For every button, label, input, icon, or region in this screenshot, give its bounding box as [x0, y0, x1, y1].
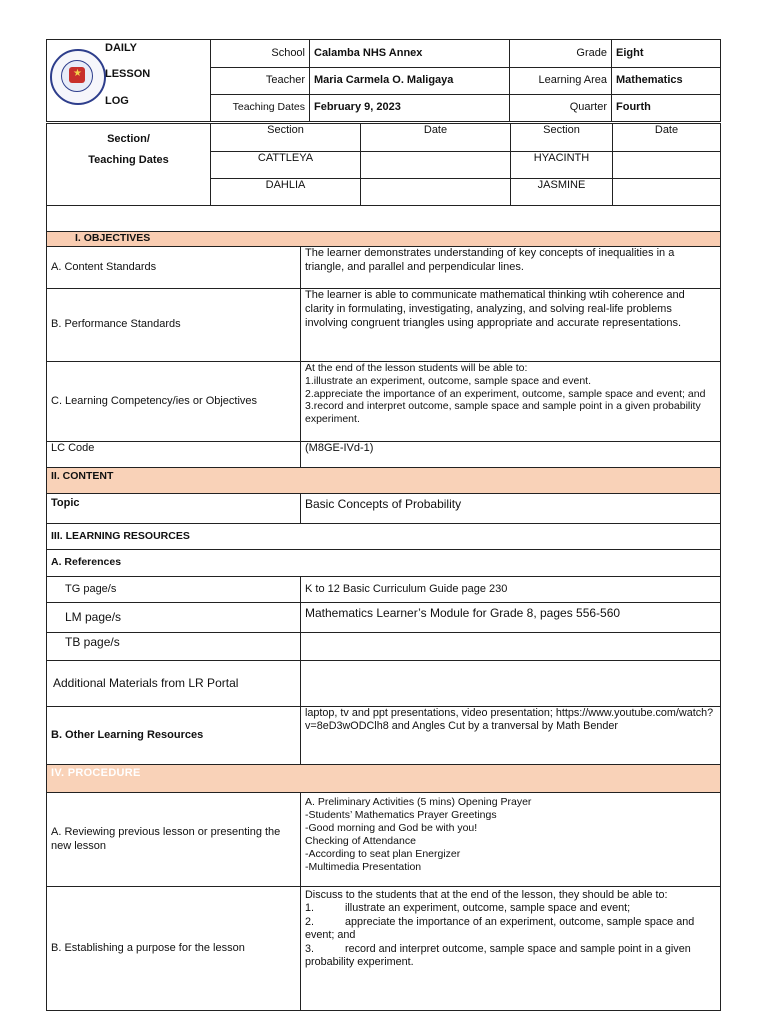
purpose-item — [305, 943, 716, 970]
review-line: -Multimedia Presentation — [305, 861, 422, 874]
log-cell — [47, 40, 211, 122]
additional-materials-value — [301, 661, 721, 707]
section-dahlia: DAHLIA — [211, 179, 361, 206]
log-line-log: LOG — [105, 94, 129, 107]
col-section-b: Section — [511, 124, 613, 152]
log-line-lesson: LESSON — [105, 67, 151, 80]
deped-seal-logo: ★ — [50, 49, 106, 105]
competency-line: 3.record and interpret outcome, sample space and sample point in a given probability experiment. — [305, 400, 701, 426]
procedure-title: IV. PROCEDURE — [47, 765, 721, 793]
spacer-row — [47, 206, 721, 232]
competency-line: 2.appreciate the importance of an experiment, outcome, sample space and event; and — [305, 387, 706, 400]
tb-page-label: TB page/s — [47, 633, 301, 661]
learning-area-value: Mathematics — [612, 68, 721, 95]
lm-page-label: LM page/s — [47, 603, 301, 633]
review-line: Checking of Attendance — [305, 835, 416, 848]
review-line: A. Preliminary Activities (5 mins) Opening Prayer — [305, 796, 532, 808]
topic-value: Basic Concepts of Probability — [301, 494, 721, 524]
review-line: -Good morning and God be with you! — [305, 822, 478, 835]
purpose-num: 1. — [305, 902, 315, 915]
quarter-value: Fourth — [612, 95, 721, 122]
purpose-item-text: illustrate an experiment, outcome, sample space and event; — [345, 902, 631, 915]
tg-page-label: TG page/s — [47, 577, 301, 603]
review-line: -According to seat plan Energizer — [305, 848, 461, 861]
content-standards-text: The learner demonstrates understanding of key concepts of inequalities in a triangle, and parallel and perpendicular lines. — [301, 247, 721, 289]
other-resources-value: laptop, tv and ppt presentations, video presentation; https://www.youtube.com/watch?v=8eD3wODClh8 and Angles Cut by a tranversal by Math Bender — [301, 707, 721, 765]
section-title-line1: Section/ — [107, 133, 150, 145]
performance-standards-label: B. Performance Standards — [47, 289, 301, 362]
purpose-item — [305, 902, 716, 915]
school-label: School — [211, 40, 310, 68]
teaching-dates-label: Teaching Dates — [211, 95, 310, 122]
section-dates-table — [46, 123, 721, 206]
lm-page-value: Mathematics Learner’s Module for Grade 8, pages 556-560 — [301, 603, 721, 633]
competency-line: At the end of the lesson students will be able to: — [305, 362, 528, 374]
lc-code-value: (M8GE-IVd-1) — [301, 442, 721, 468]
quarter-label: Quarter — [510, 95, 612, 122]
col-date-b: Date — [613, 124, 721, 152]
header-table — [46, 39, 721, 122]
objectives-title: I. OBJECTIVES — [47, 232, 721, 247]
purpose-num: 3. — [305, 942, 315, 955]
content-title: II. CONTENT — [47, 468, 721, 494]
other-resources-label: B. Other Learning Resources — [47, 707, 301, 765]
resources-title: III. LEARNING RESOURCES — [47, 524, 721, 550]
col-date-a: Date — [361, 124, 511, 152]
review-lesson-label: A. Reviewing previous lesson or presenting the new lesson — [47, 793, 301, 887]
date-cell — [361, 152, 511, 179]
purpose-label: B. Establishing a purpose for the lesson — [47, 887, 301, 1011]
section-title-cell — [47, 124, 211, 206]
review-line: -Students’ Mathematics Prayer Greetings — [305, 809, 497, 822]
purpose-num: 2. — [305, 915, 315, 928]
purpose-item-text: record and interpret outcome, sample space and sample point in a given probability experiment. — [305, 942, 691, 969]
lesson-log-table — [46, 205, 721, 1011]
tb-page-value — [301, 633, 721, 661]
log-line-daily: DAILY — [105, 41, 137, 54]
review-lesson-text — [301, 793, 721, 887]
purpose-item — [305, 916, 716, 943]
tg-page-value: K to 12 Basic Curriculum Guide page 230 — [301, 577, 721, 603]
references-label: A. References — [47, 550, 721, 577]
topic-label: Topic — [47, 494, 301, 524]
purpose-item-text: appreciate the importance of an experiment, outcome, sample space and event; and — [305, 915, 695, 942]
date-cell — [613, 152, 721, 179]
teaching-dates-value: February 9, 2023 — [310, 95, 510, 122]
competency-label: C. Learning Competency/ies or Objectives — [47, 362, 301, 442]
section-title-line2: Teaching Dates — [88, 154, 169, 166]
competency-line: 1.illustrate an experiment, outcome, sample space and event. — [305, 374, 591, 387]
section-hyacinth: HYACINTH — [511, 152, 613, 179]
performance-standards-text: The learner is able to communicate mathematical thinking wtih coherence and clarity in formulating, investigating, analyzing, and solving real-life problems involving congruent triangles using appropriate and accurate representations. — [301, 289, 721, 362]
purpose-text — [301, 887, 721, 1011]
learning-area-label: Learning Area — [510, 68, 612, 95]
additional-materials-label: Additional Materials from LR Portal — [47, 661, 301, 707]
section-jasmine: JASMINE — [511, 179, 613, 206]
teacher-label: Teacher — [211, 68, 310, 95]
grade-value: Eight — [612, 40, 721, 68]
school-value: Calamba NHS Annex — [310, 40, 510, 68]
teacher-value: Maria Carmela O. Maligaya — [310, 68, 510, 95]
purpose-intro: Discuss to the students that at the end of the lesson, they should be able to: — [305, 889, 668, 901]
date-cell — [613, 179, 721, 206]
grade-label: Grade — [510, 40, 612, 68]
date-cell — [361, 179, 511, 206]
content-standards-label: A. Content Standards — [47, 247, 301, 289]
lc-code-label: LC Code — [47, 442, 301, 468]
competency-text — [301, 362, 721, 442]
section-cattleya: CATTLEYA — [211, 152, 361, 179]
col-section-a: Section — [211, 124, 361, 152]
